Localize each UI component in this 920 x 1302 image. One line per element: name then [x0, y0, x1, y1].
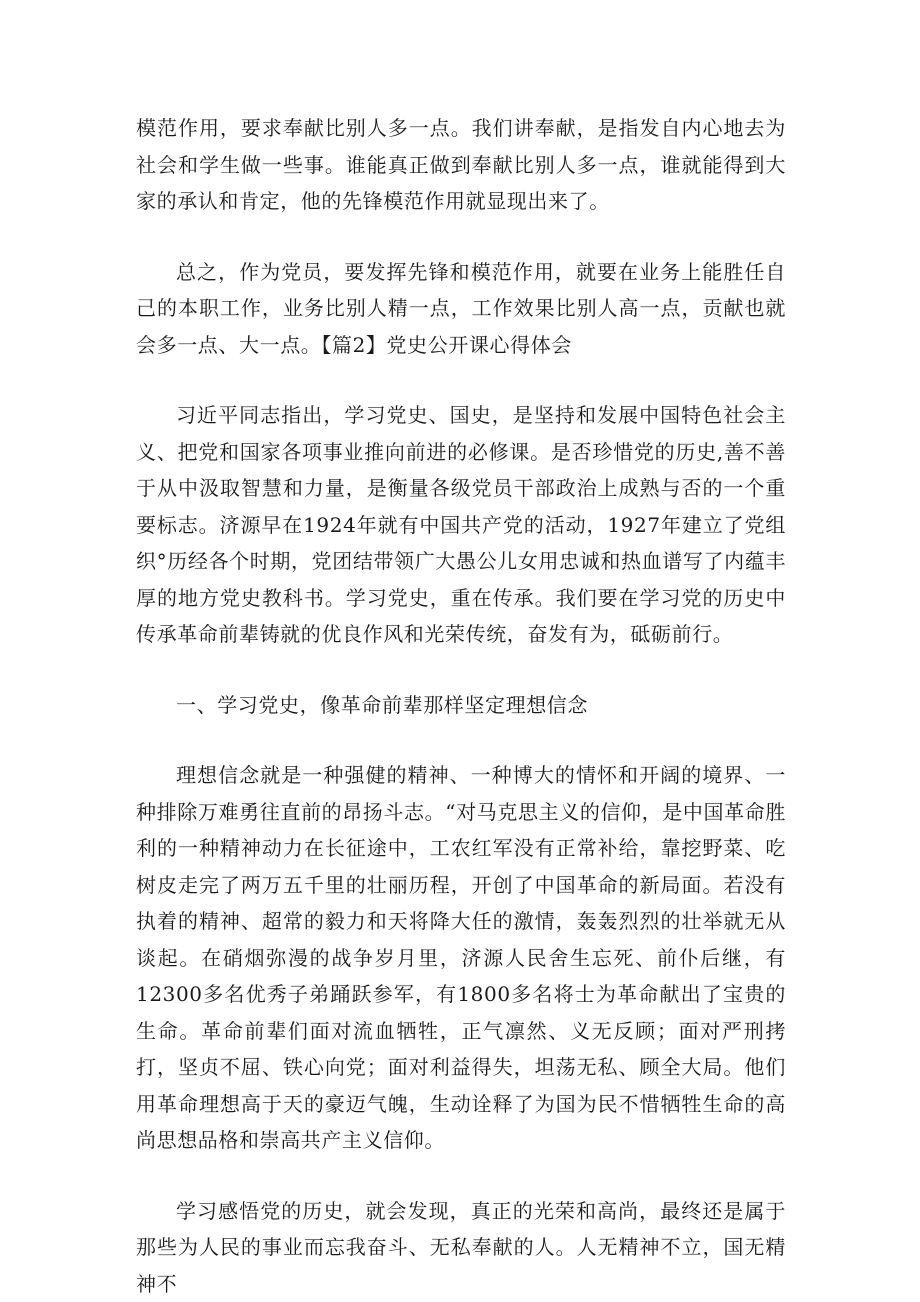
paragraph-continuation: 模范作用，要求奉献比别人多一点。我们讲奉献，是指发自内心地去为社会和学生做一些事。谁能真正做到奉献比别人多一点，谁就能得到大家的承认和肯定，他的先锋模范作用就显现出来了。 [136, 110, 786, 220]
paragraph-reflection: 学习感悟党的历史，就会发现，真正的光荣和高尚，最终还是属于那些为人民的事业而忘我奋斗、无私奉献的人。人无精神不立，国无精神不 [136, 1193, 786, 1302]
paragraph-ideals: 理想信念就是一种强健的精神、一种博大的情怀和开阔的境界、一种排除万难勇往直前的昂扬斗志。“对马克思主义的信仰，是中国革命胜利的一种精神动力在长征途中，工农红军没有正常补给，靠挖野菜、吃树皮走完了两万五千里的壮丽历程，开创了中国革命的新局面。若没有执着的精神、超常的毅力和天将降大任的激情，轰轰烈烈的壮举就无从谈起。在硝烟弥漫的战争岁月里，济源人民舍生忘死、前仆后继，有12300多名优秀子弟踊跃参军，有1800多名将士为革命献出了宝贵的生命。革命前辈们面对流血牺牲，正气凛然、义无反顾；面对严刑拷打，坚贞不屈、铁心向党；面对利益得失，坦荡无私、顾全大局。他们用革命理想高于天的豪迈气魄，生动诠释了为国为民不惜牺牲生命的高尚思想品格和崇高共产主义信仰。 [136, 757, 786, 1159]
paragraph-intro: 习近平同志指出，学习党史、国史，是坚持和发展中国特色社会主义、把党和国家各项事业推向前进的必修课。是否珍惜党的历史,善不善于从中汲取智慧和力量，是衡量各级党员干部政治上成熟与否的一个重要标志。济源早在1924年就有中国共产党的活动，1927年建立了党组织°历经各个时期，党团结带领广大愚公儿女用忠诚和热血谱写了内蕴丰厚的地方党史教科书。学习党史，重在传承。我们要在学习党的历史中传承革命前辈铸就的优良作风和光荣传统，奋发有为，砥砺前行。 [136, 397, 786, 653]
section-heading: 一、学习党史，像革命前辈那样坚定理想信念 [136, 687, 786, 724]
document-body [136, 110, 786, 1302]
paragraph-summary: 总之，作为党员，要发挥先锋和模范作用，就要在业务上能胜任自己的本职工作，业务比别人精一点，工作效果比别人高一点，贡献也就会多一点、大一点。【篇2】党史公开课心得体会 [136, 254, 786, 364]
